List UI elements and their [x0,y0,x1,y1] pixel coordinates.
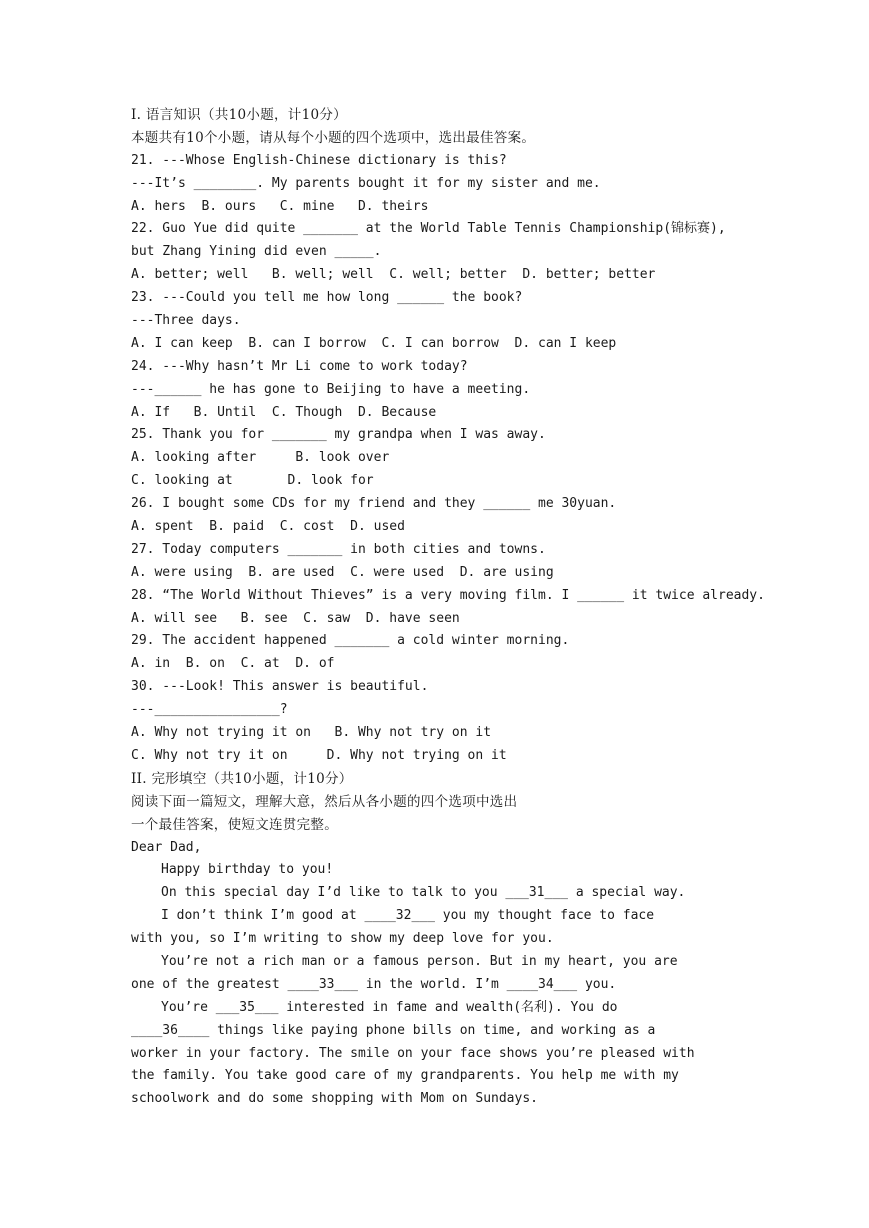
letter-paragraph-1: On this special day I’d like to talk to you ___31___ a special way. [161,885,686,901]
question-21-options: A. hers B. ours C. mine D. theirs [131,198,429,214]
letter-paragraph-4-line-2: ____36____ things like paying phone bills on time, and working as a [131,1022,656,1038]
question-30-reply: ---________________? [131,702,288,718]
question-28-options: A. will see B. see C. saw D. have seen [131,610,460,626]
letter-paragraph-3-line-2: one of the greatest ____33___ in the world. I’m ____34___ you. [131,976,617,992]
question-23: 23. ---Could you tell me how long ______ the book? [131,290,523,306]
question-21: 21. ---Whose English-Chinese dictionary is this? [131,152,507,168]
question-25: 25. Thank you for _______ my grandpa when I was away. [131,427,546,443]
question-23-options: A. I can keep B. can I borrow C. I can borrow D. can I keep [131,335,617,351]
section-heading-cloze: II. 完形填空（共10小题，计10分） [131,770,353,787]
question-30: 30. ---Look! This answer is beautiful. [131,679,429,695]
question-25-options-ab: A. looking after B. look over [131,450,390,466]
question-29: 29. The accident happened _______ a cold winter morning. [131,633,570,649]
document-page [131,104,851,1111]
question-27-options: A. were using B. are used C. were used D. are using [131,564,554,580]
question-30-options-ab: A. Why not trying it on B. Why not try on it [131,725,492,741]
letter-paragraph-2-line-1: I don’t think I’m good at ____32___ you my thought face to face [161,908,655,924]
question-30-options-cd: C. Why not try it on D. Why not trying on it [131,747,507,763]
question-23-reply: ---Three days. [131,313,241,329]
letter-paragraph-4-line-4: the family. You take good care of my grandparents. You help me with my [131,1068,679,1084]
question-24-options: A. If B. Until C. Though D. Because [131,404,437,420]
question-22-cont: but Zhang Yining did even _____. [131,244,382,260]
cloze-instruction-line-2: 一个最佳答案，使短文连贯完整。 [131,816,338,833]
section-heading-language-knowledge: I. 语言知识（共10小题，计10分） [131,107,347,123]
question-21-reply: ---It’s ________. My parents bought it for my sister and me. [131,175,601,191]
question-29-options: A. in B. on C. at D. of [131,656,335,672]
letter-paragraph-2-line-2: with you, so I’m writing to show my deep love for you. [131,931,554,947]
question-27: 27. Today computers _______ in both cities and towns. [131,541,546,557]
cloze-instruction-line-1: 阅读下面一篇短文，理解大意，然后从各小题的四个选项中选出 [131,793,518,810]
question-25-options-cd: C. looking at D. look for [131,473,374,489]
question-26: 26. I bought some CDs for my friend and they ______ me 30yuan. [131,496,617,512]
question-24-reply: ---______ he has gone to Beijing to have a meeting. [131,381,531,397]
section-instruction: 本题共有10个小题，请从每个小题的四个选项中，选出最佳答案。 [131,129,536,146]
letter-greeting: Happy birthday to you! [161,862,334,878]
letter-salutation: Dear Dad, [131,839,202,855]
question-24: 24. ---Why hasn’t Mr Li come to work today? [131,358,468,374]
letter-paragraph-4-line-1: You’re ___35___ interested in fame and wealth(名利). You do [161,999,618,1015]
question-28: 28. “The World Without Thieves” is a very moving film. I ______ it twice already. [131,587,765,603]
letter-paragraph-4-line-3: worker in your factory. The smile on your face shows you’re pleased with [131,1045,695,1061]
letter-paragraph-3-line-1: You’re not a rich man or a famous person. But in my heart, you are [161,953,678,969]
question-22: 22. Guo Yue did quite _______ at the World Table Tennis Championship(锦标赛), [131,221,726,237]
question-22-options: A. better; well B. well; well C. well; better D. better; better [131,267,656,283]
question-26-options: A. spent B. paid C. cost D. used [131,519,405,535]
letter-paragraph-4-line-5: schoolwork and do some shopping with Mom on Sundays. [131,1091,538,1107]
